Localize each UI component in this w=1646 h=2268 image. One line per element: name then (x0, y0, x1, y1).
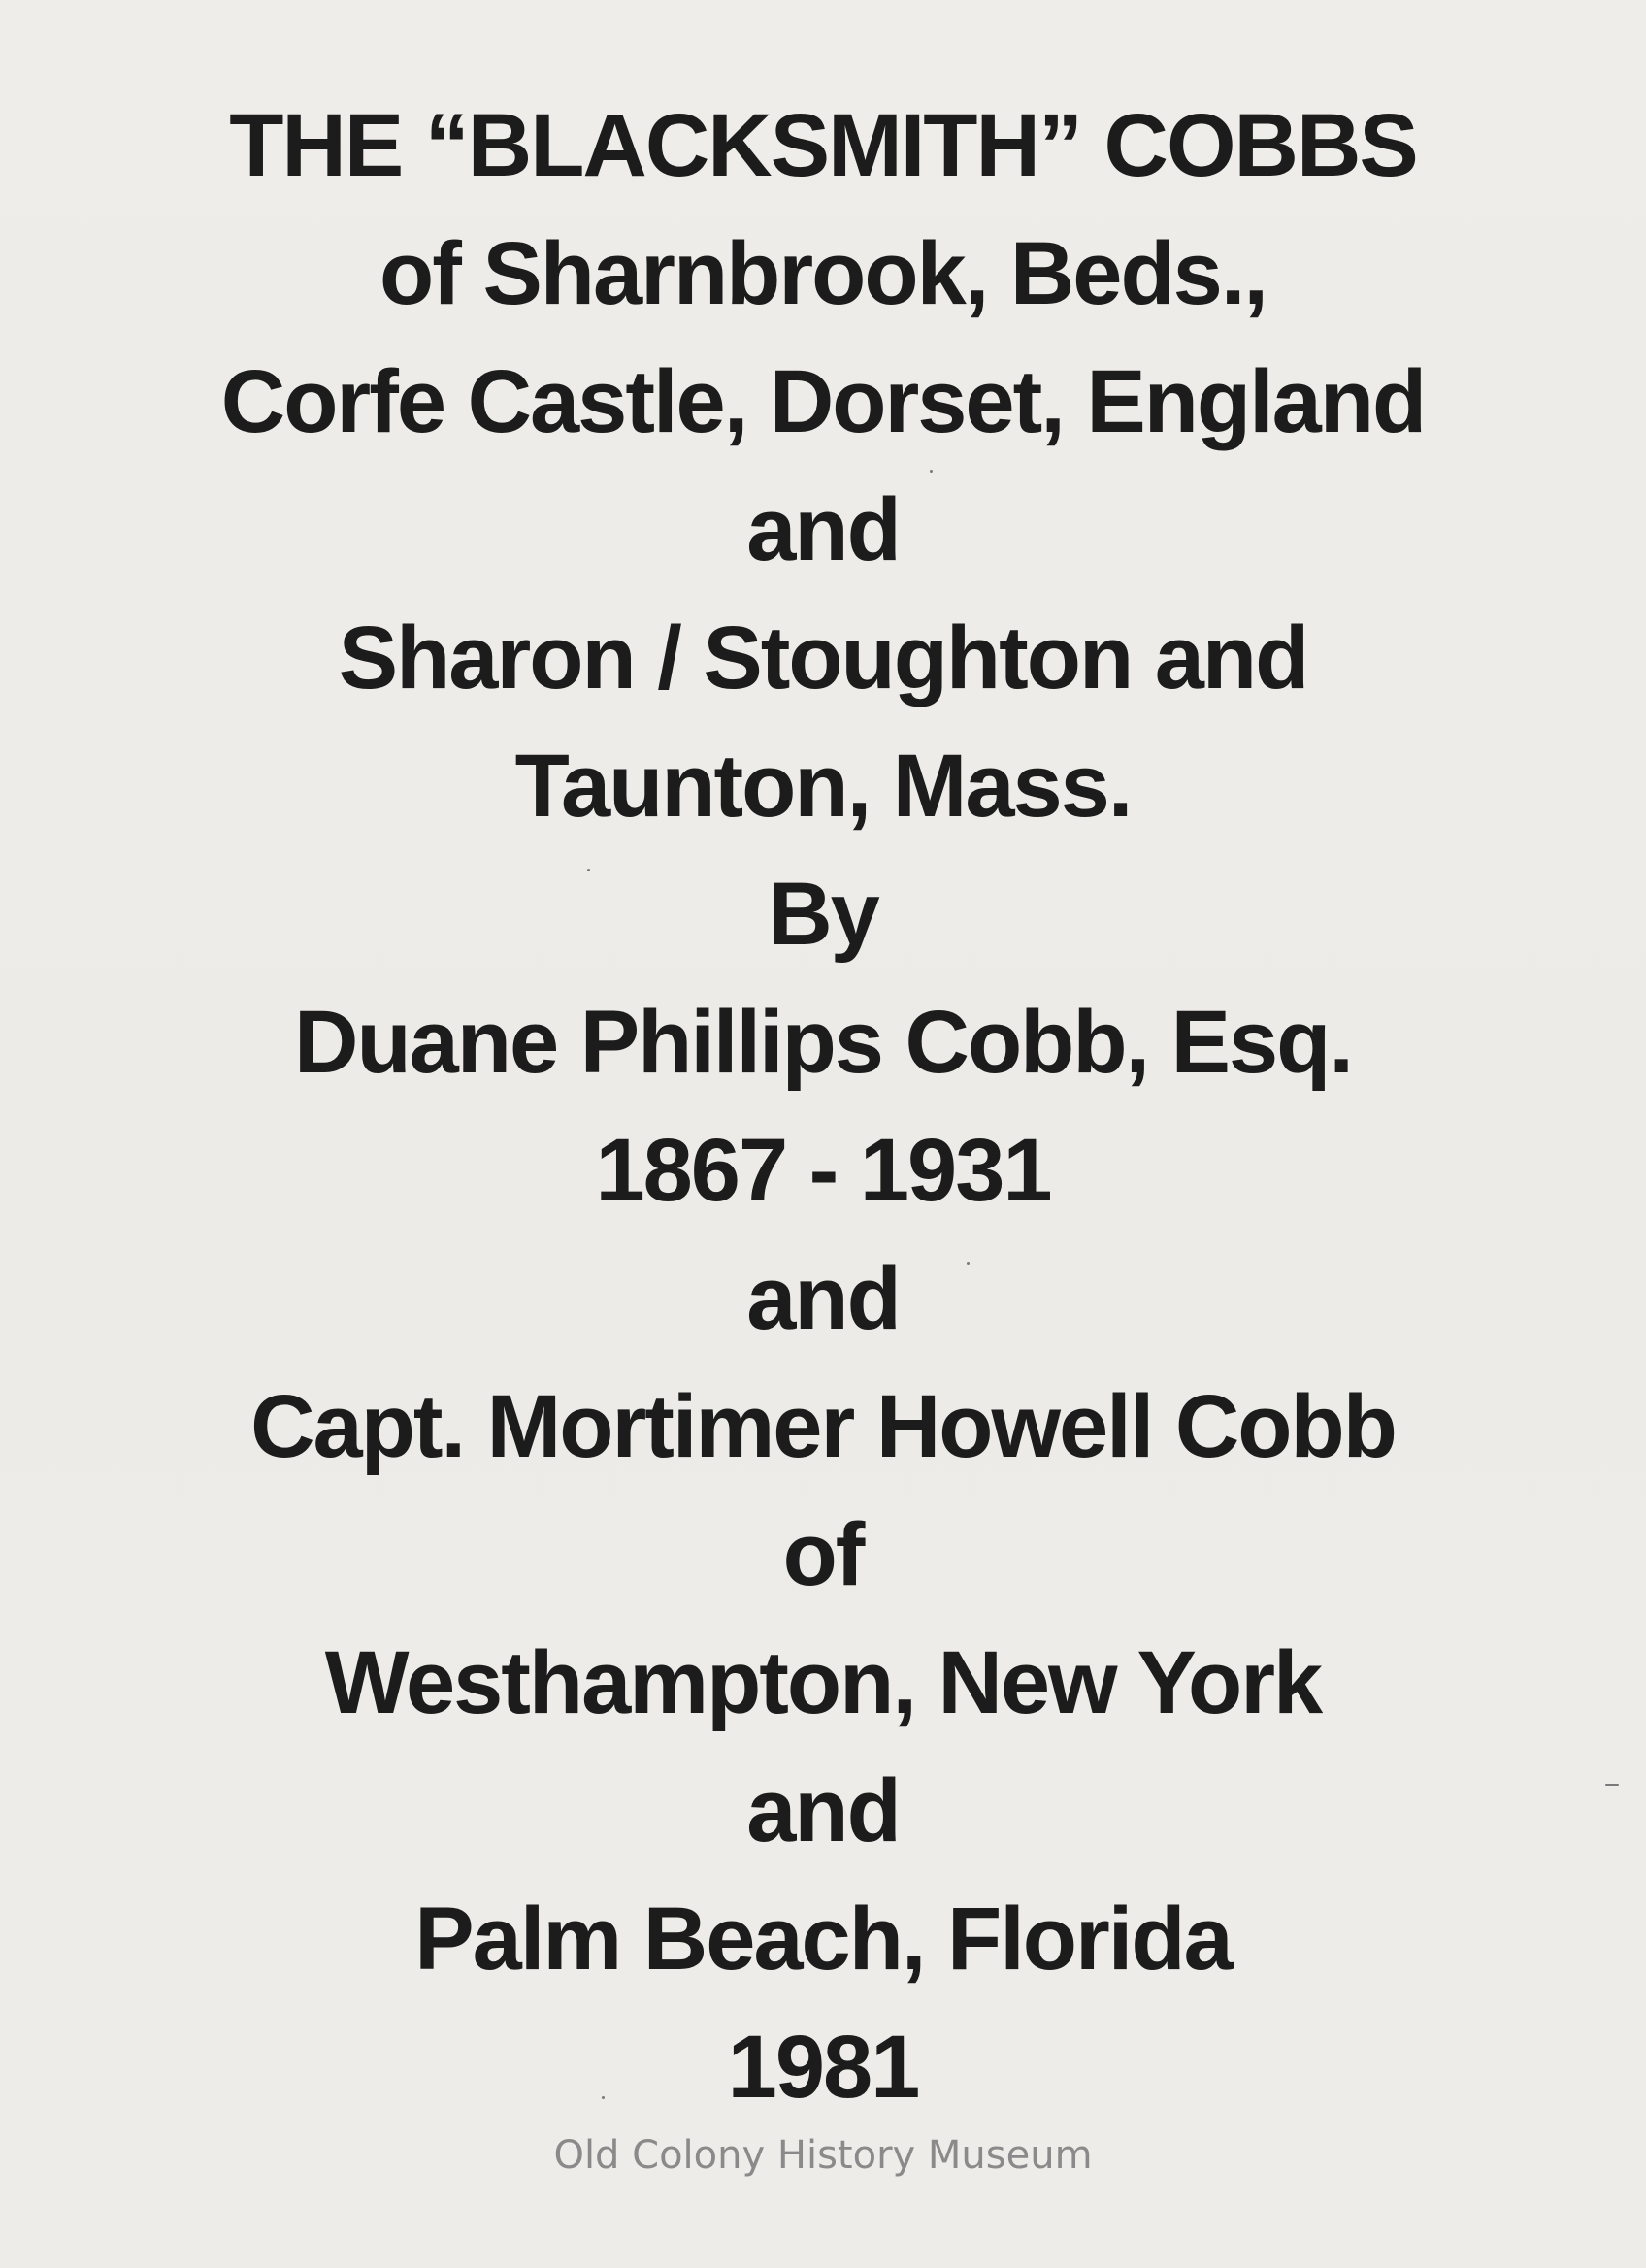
title-line-2: of Sharnbrook, Beds., (379, 224, 1267, 323)
author-2-name: Capt. Mortimer Howell Cobb (250, 1377, 1396, 1476)
scan-speck (602, 2096, 605, 2099)
author-1-name: Duane Phillips Cobb, Esq. (294, 993, 1352, 1092)
scan-speck (1605, 1784, 1619, 1786)
scan-speck (930, 470, 933, 473)
byline-label: By (768, 865, 878, 964)
title-line-1: THE “BLACKSMITH” COBBS (229, 96, 1417, 195)
author-conjunction: and (746, 1249, 900, 1348)
author-1-dates: 1867 - 1931 (595, 1121, 1051, 1220)
author-2-of: of (782, 1505, 864, 1604)
scan-speck (587, 869, 590, 871)
title-line-4: and (746, 480, 900, 579)
publication-year: 1981 (727, 2018, 919, 2117)
title-line-3: Corfe Castle, Dorset, England (220, 352, 1426, 451)
title-line-5: Sharon / Stoughton and (338, 608, 1308, 707)
title-line-6: Taunton, Mass. (514, 737, 1132, 836)
author-2-place-1: Westhampton, New York (324, 1633, 1322, 1732)
museum-watermark: Old Colony History Museum (553, 2133, 1093, 2178)
author-2-place-2: Palm Beach, Florida (414, 1890, 1232, 1989)
author-2-and: and (746, 1761, 900, 1860)
scan-speck (967, 1262, 970, 1265)
